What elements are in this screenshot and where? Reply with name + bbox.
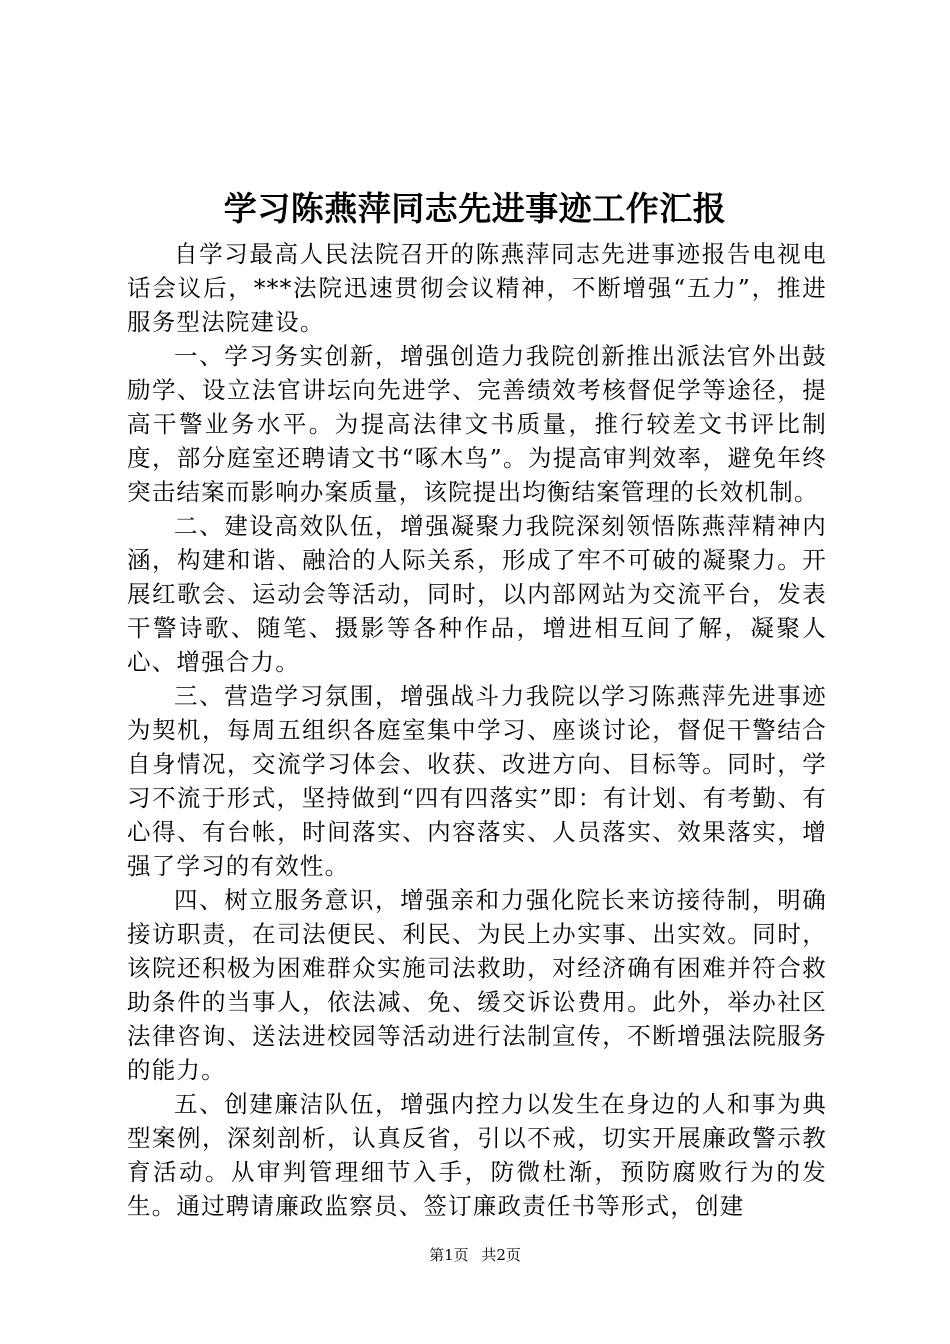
- page-number: 第1页: [429, 1246, 469, 1264]
- paragraph-section-4: 四、树立服务意识，增强亲和力强化院长来访接待制，明确接访职责，在司法便民、利民、为民上办实事、出实效。同时，该院还积极为困难群众实施司法救助，对经济确有困难并符合救助条件的当事人，依法减、免、缓交诉讼费用。此外，举办社区法律咨询、送法进校园等活动进行法制宣传，不断增强法院服务的能力。: [127, 886, 827, 1084]
- paragraph-section-2: 二、建设高效队伍，增强凝聚力我院深刻领悟陈燕萍精神内涵，构建和谐、融洽的人际关系，形成了牢不可破的凝聚力。开展红歌会、运动会等活动，同时，以内部网站为交流平台，发表干警诗歌、随笔、摄影等各种作品，增进相互间了解，凝聚人心、增强合力。: [127, 512, 827, 676]
- document-title: 学习陈燕萍同志先进事迹工作汇报: [223, 189, 727, 228]
- paragraph-section-3: 三、营造学习氛围，增强战斗力我院以学习陈燕萍先进事迹为契机，每周五组织各庭室集中学习、座谈讨论，督促干警结合自身情况，交流学习体会、收获、改进方向、目标等。同时，学习不流于形式，坚持做到“四有四落实”即：有计划、有考勤、有心得、有台帐，时间落实、内容落实、人员落实、效果落实，增强了学习的有效性。: [127, 682, 827, 880]
- paragraph-section-5: 五、创建廉洁队伍，增强内控力以发生在身边的人和事为典型案例，深刻剖析，认真反省，引以不戒，切实开展廉政警示教育活动。从审判管理细节入手，防微杜渐，预防腐败行为的发生。通过聘请廉政监察员、签订廉政责任书等形式，创建: [127, 1090, 827, 1220]
- paragraph-section-1: 一、学习务实创新，增强创造力我院创新推出派法官外出鼓励学、设立法官讲坛向先进学、完善绩效考核督促学等途径，提高干警业务水平。为提高法律文书质量，推行较差文书评比制度，部分庭室还聘请文书“啄木鸟”。为提高审判效率，避免年终突击结案而影响办案质量，该院提出均衡结案管理的长效机制。: [127, 342, 827, 506]
- page-total: 共2页: [481, 1246, 521, 1264]
- page-footer: [0, 1245, 950, 1265]
- document-body: [127, 237, 827, 1223]
- paragraph-intro: 自学习最高人民法院召开的陈燕萍同志先进事迹报告电视电话会议后，***法院迅速贯彻会议精神，不断增强“五力”，推进服务型法院建设。: [127, 240, 827, 336]
